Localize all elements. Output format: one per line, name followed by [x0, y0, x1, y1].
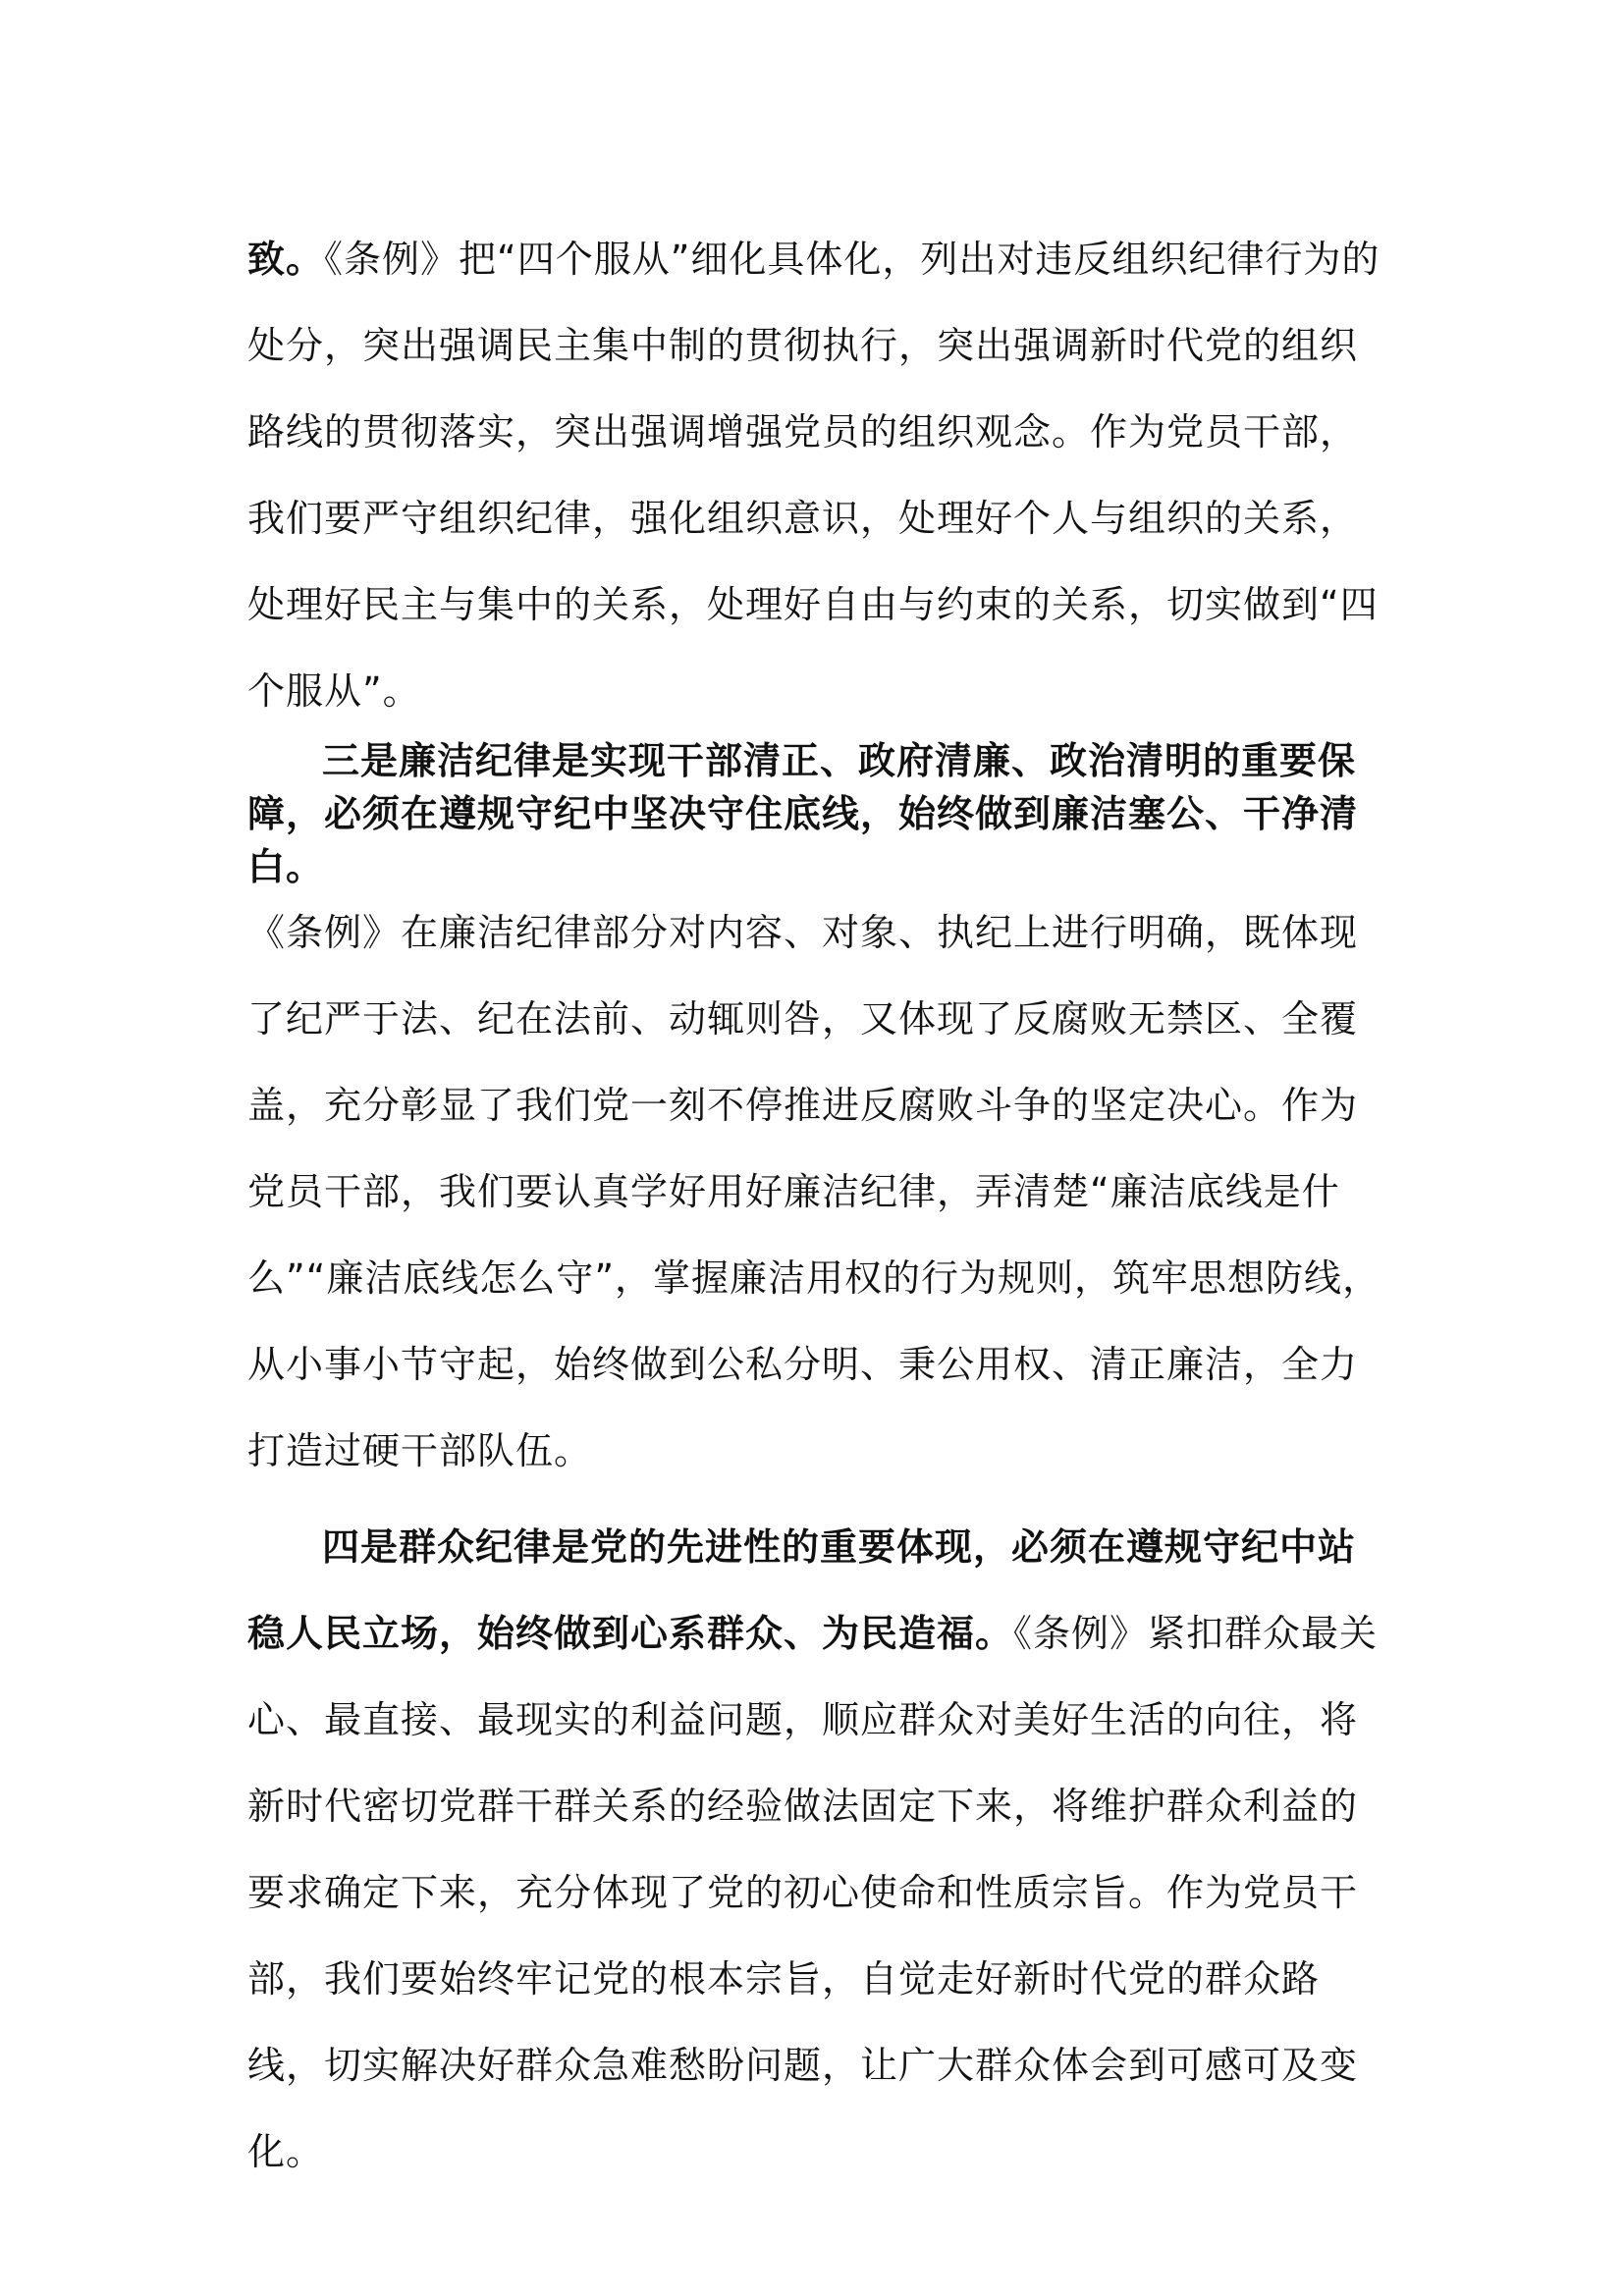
paragraph-body: 《条例》把“四个服从”细化具体化，列出对违反组织纪律行为的处分，突出强调民主集中制的贯彻执行，突出强调新时代党的组织路线的贯彻落实，突出强调增强党员的组织观念。作为党员干部，我们要严守组织纪律，强化组织意识，处理好个人与组织的关系，处理好民主与集中的关系，处理好自由与约束的关系，切实做到“四个服从”。 — [247, 238, 1380, 713]
paragraph-bold-lead: 三是廉洁纪律是实现干部清正、政府清廉、政治清明的重要保障，必须在遵规守纪中坚决守住底线，始终做到廉洁塞公、干净清白。 — [247, 739, 1359, 888]
paragraph-body: 《条例》紧扣群众最关心、最直接、最现实的利益问题，顺应群众对美好生活的向往，将新时代密切党群干群关系的经验做法固定下来，将维护群众利益的要求确定下来，充分体现了党的初心使命和性质宗旨。作为党员干部，我们要始终牢记党的根本宗旨，自觉走好新时代党的群众路线，切实解决好群众急难愁盼问题，让广大群众体会到可感可及变化。 — [247, 1612, 1379, 2173]
paragraph-integrity-discipline — [247, 734, 1386, 1494]
paragraph-mass-discipline — [247, 1504, 1386, 2195]
paragraph-body: 《条例》在廉洁纪律部分对内容、对象、执纪上进行明确，既体现了纪严于法、纪在法前、动辄则咎，又体现了反腐败无禁区、全覆盖，充分彰显了我们党一刻不停推进反腐败斗争的坚定决心。作为党员干部，我们要认真学好用好廉洁纪律，弄清楚“廉洁底线是什么”“廉洁底线怎么守”，掌握廉洁用权的行为规则，筑牢思想防线，从小事小节守起，始终做到公私分明、秉公用权、清正廉洁，全力打造过硬干部队伍。 — [247, 911, 1381, 1472]
paragraph-organizational-discipline — [247, 216, 1386, 734]
paragraph-bold-lead: 四是群众纪律是党的先进性的重要体现，必须在遵规守纪中站稳人民立场，始终做到心系群众、为民造福。 — [247, 1525, 1357, 1655]
paragraph-bold-lead: 致。 — [247, 238, 325, 281]
